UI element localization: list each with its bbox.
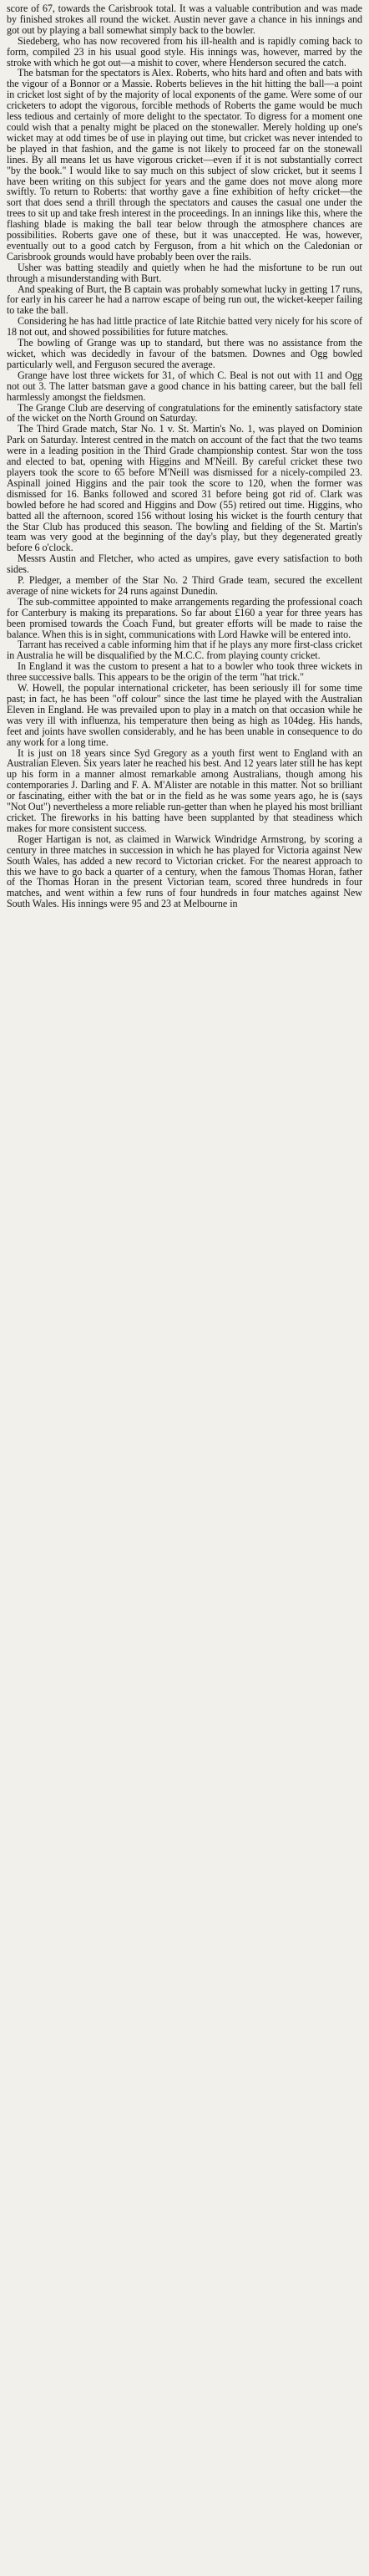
article-paragraph: Tarrant has received a cable informing him that if he plays any more first-class cricket in Australia he will be disqualified by the M.C.C. from playing county cricket. (7, 639, 362, 662)
article-paragraph: Grange have lost three wickets for 31, of which C. Beal is not out with 11 and Ogg not out 3. The latter batsman gave a good chance in his batting career, but the ball fell harmlessly amongst the fieldsmen. (7, 369, 362, 403)
article-paragraph: The Grange Club are deserving of congratulations for the eminently satisfactory state of the wicket on the North Ground on Saturday. (7, 401, 362, 425)
article-paragraph: score of 67, towards the Carisbrook total. It was a valuable contribution and was made by finished strokes all round the wicket. Austin never gave a chance in his innings and got out by playing a ball somewhat simply back to the bowler. (7, 3, 362, 36)
article-paragraph: The sub-committee appointed to make arrangements regarding the professional coach for Canterbury is making its preparations. So far about £160 a year for three years has been promised towards the Coach Fund, but greater efforts will be made to raise the balance. When this is in sight, communications with Lord Hawke will be entered into. (7, 595, 362, 640)
article-paragraph: The batsman for the spectators is Alex. Roberts, who hits hard and often and bats with the vigour of a Bonnor or a Massie. Roberts believes in the hit hitting the ball—a point in cricket lost sight of by the majority of local exponents of the game. Were some of our cricketers to adopt the vigorous, forcible methods of Roberts the game would be much less tedious and certainly of more delight to the spectator. To digress for a moment one could wish that a penalty might be placed on the stonewaller. Merely holding up one's wicket may at odd times be of use in playing out time, but cricket was never intended to be played in that fashion, and the game is not likely to proceed far on the stonewall lines. By all means let us have vigorous cricket—even if it is not substantially correct "by the book." I would like to say much on this subject of slow cricket, but it seems I have been writing on this subject for years and the game does not move along more swiftly. To return to Roberts: that worthy gave a fine exhibition of hefty cricket—the sort that does send a thrill through the spectators and causes the casual one under the trees to sit up and take fresh interest in the proceedings. In an innings like this, where the flashing blade is making the ball tear below through the atmosphere chances are possibilities. Roberts gave one of these, but it was unaccepted. He was, however, eventually out to a good catch by Ferguson, from a hit which on the Caledonian or Carisbrook grounds would have probably been over the rails. (7, 67, 362, 262)
article-paragraph: Considering he has had little practice of late Ritchie batted very nicely for his score of 18 not out, and showed possibilities for future matches. (7, 315, 362, 339)
article-paragraph: Messrs Austin and Fletcher, who acted as umpires, gave every satisfaction to both sides. (7, 552, 362, 576)
article-paragraph: The bowling of Grange was up to standard, but there was no assistance from the wicket, which was decidedly in favour of the batsmen. Downes and Ogg bowled particularly well, and Ferguson secured the average. (7, 337, 362, 370)
article-paragraph: Siedeberg, who has now recovered from his ill-health and is rapidly coming back to form, compiled 23 in his usual good style. His innings was, however, marred by the stroke with which he got out—a mishit to cover, where Henderson secured the catch. (7, 34, 362, 69)
article-paragraph: And speaking of Burt, the B captain was probably somewhat lucky in getting 17 runs, for early in his career he had a narrow escape of being run out, the wicket-keeper failing to take the ball. (7, 283, 362, 317)
article-paragraph: Usher was batting steadily and quietly when he had the misfortune to be run out through a misunderstanding with Burt. (7, 261, 362, 284)
article-paragraph: W. Howell, the popular international cricketer, has been seriously ill for some time past; in fact, he has been "off colour" since the last time he played with the Australian Eleven in England. He was prevailed upon to play in a match on that occasion while he was very ill with influenza, his temperature then being as high as 104deg. His hands, feet and joints have swollen considerably, and he has been unable in consequence to do any work for a long time. (7, 682, 362, 748)
newspaper-column (0, 0, 369, 909)
article-paragraph: Roger Hartigan is not, as claimed in Warwick Windridge Armstrong, by scoring a century in three matches in succession in which he has played for Victoria against New South Wales, has added a new record to Victorian cricket. For the nearest approach to this we have to go back a quarter of a century, when the famous Thomas Horan, father of the Thomas Horan in the present Victorian team, scored three hundreds in four matches, and went within a few runs of four hundreds in four matches against New South Wales. His innings were 95 and 23 at Melbourne in (7, 832, 362, 910)
article-paragraph: The Third Grade match, Star No. 1 v. St. Martin's No. 1, was played on Dominion Park on Saturday. Interest centred in the match on account of the fact that the two teams were in a leading position in the Third Grade championship contest. Star won the toss and elected to bat, opening with Higgins and M'Neill. By careful cricket these two players took the score to 65 before M'Neill was dismissed for a nicely-compiled 23. Aspinall joined Higgins and the pair took the score to 120, when the former was dismissed for 16. Banks followed and scored 31 before being got rid of. Clark was bowled before he had scored and Higgins and Dow (55) retired out time. Higgins, who batted all the afternoon, scored 156 without losing his wicket is the fourth century that the Star Club has produced this season. The bowling and fielding of the St. Martin's team was very good at the beginning of the day's play, but they degenerated greatly before 6 o'clock. (7, 423, 362, 554)
article-paragraph: It is just on 18 years since Syd Gregory as a youth first went to England with an Australian Eleven. Six years later he reached his best. And 12 years later still he has kept up his form in a manner almost remarkable among Australians, though among his contemporaries J. Darling and F. A. M'Alister are notable in this matter. Not so brilliant or fascinating, either with the bat or in the field as he was some years ago, he is (says "Not Out") nevertheless a more reliable run-getter than when he played his most brilliant cricket. The fireworks in his batting have been supplanted by that steadiness which makes for more consistent success. (7, 746, 362, 834)
article-paragraph: In England it was the custom to present a hat to a bowler who took three wickets in three successive balls. This appears to be the origin of the term "hat trick." (7, 660, 362, 684)
article-paragraph: P. Pledger, a member of the Star No. 2 Third Grade team, secured the excellent average of nine wickets for 24 runs against Dunedin. (7, 574, 362, 597)
